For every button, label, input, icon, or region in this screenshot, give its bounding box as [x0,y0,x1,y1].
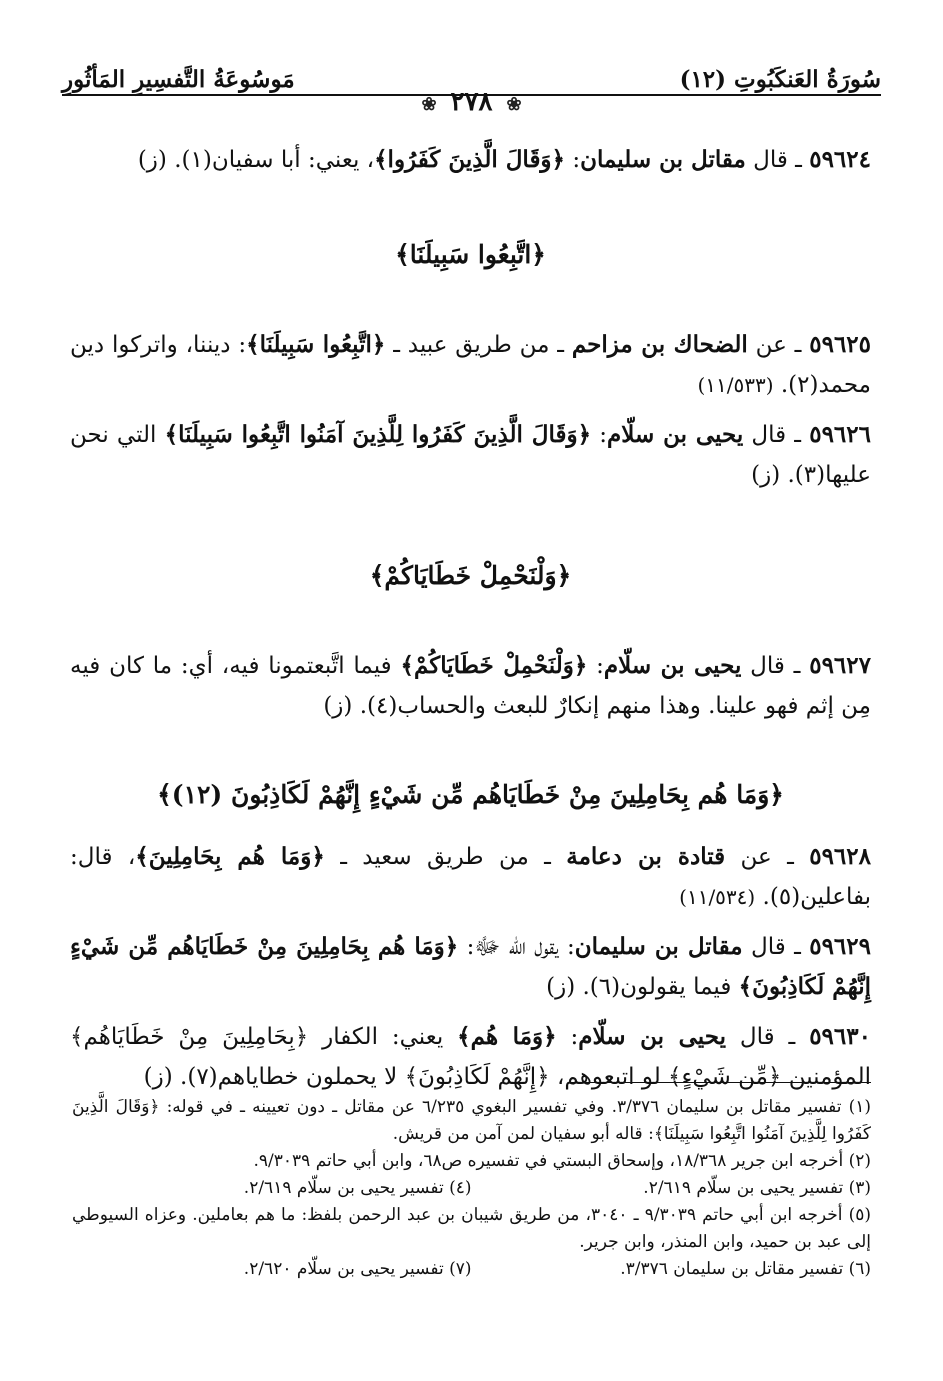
narration-text: ـ عن [725,844,810,870]
narration-text: ـ قال [741,653,810,679]
quran-quote: ﴿وَقَالَ الَّذِينَ كَفَرُوا لِلَّذِينَ آمَنُوا اتَّبِعُوا سَبِيلَنَا﴾ [164,421,592,448]
footnote-row [72,1175,871,1202]
narration-text: : [556,1024,579,1050]
quran-quote: ﴿وَمَا هُم بِحَامِلِينَ﴾ [135,843,325,870]
narration-number: ٥٩٦٢٧ [809,652,871,679]
narration-text: ـ من طريق سعيد ـ [324,844,567,870]
narration-text: التي نحن عليها(٣). (ز) [70,422,871,488]
narrator-name: يحيى بن سلّام [578,1023,726,1050]
narration-59628 [70,837,871,917]
narrator-name: يحيى بن سلّام [603,652,742,679]
narration-text: ـ قال [742,934,810,960]
footnote-3: (٣) تفسير يحيى بن سلّام ٢/٦١٩. [643,1178,871,1198]
narration-text: ـ قال [726,1024,810,1050]
quran-quote: ﴿وَلْنَحْمِلْ خَطَايَاكُمْ﴾ [400,652,588,679]
narration-text: ـ من طريق عبيد ـ [385,332,572,358]
narration-text: يعني: الكفار ﴿بِحَامِلِينَ مِنْ خَطَايَاهُم﴾ المؤمنين ﴿مِّن شَيْءٍ﴾ لو اتبعوهم، ﴿إِنَّهُمْ لَكَاذِبُونَ﴾ لا يحملون خطاياهم(٧). (ز) [70,1024,871,1090]
verse-heading: ﴿وَلْنَحْمِلْ خَطَايَاكُمْ﴾ [369,561,572,590]
narration-text: ـ عن [747,332,810,358]
main-text [70,140,871,1107]
verse-heading: ﴿اتَّبِعُوا سَبِيلَنَا﴾ [395,240,546,269]
page-number-row [0,87,943,117]
surah-title: سُورَةُ العَنكَبُوتِ (١٢) [679,66,881,93]
quran-quote: ﴿اتَّبِعُوا سَبِيلَنَا﴾ [246,331,386,358]
narration-number: ٥٩٦٢٥ [809,331,872,358]
narration-text: : ديننا، واتركوا دين محمد(٢). [70,332,871,398]
narration-number: ٥٩٦٢٩ [809,933,871,960]
narration-text: : يقول الله ﷻ: [458,934,575,960]
footnote-rule [571,1082,871,1083]
narrator-name: مقاتل بن سليمان [580,146,746,173]
footnote-row [72,1256,871,1283]
narration-text: ، يعني: أبا سفيان(١). (ز) [137,147,375,173]
footnote-1: (١) تفسير مقاتل بن سليمان ٣/٣٧٦. وفي تفسير البغوي ٦/٢٣٥ عن مقاتل ـ دون تعيينه ـ في قوله: ﴿وَقَالَ الَّذِينَ كَفَرُوا لِلَّذِينَ آمَنُوا اتَّبِعُوا سَبِيلَنَا﴾: قاله أبو سفيان لمن آمن من قريش. [72,1097,871,1144]
narration-text: ، قال: بفاعلين(٥). [70,844,871,910]
book-title: مَوسُوعَةُ التَّفسِيرِ المَأثُورِ [62,66,295,93]
footnote-4: (٤) تفسير يحيى بن سلّام ٢/٦١٩. [243,1178,472,1198]
footnote-5: (٥) أخرجه ابن أبي حاتم ٩/٣٠٣٩ ـ ٣٠٤٠، من طريق شيبان بن عبد الرحمن بلفظ: ما هم بعاملين. وعزاه السيوطي إلى عبد بن حميد، وابن المنذر، وابن جرير. [72,1205,871,1252]
narration-59626 [70,415,871,495]
verse-heading: ﴿وَمَا هُم بِحَامِلِينَ مِنْ خَطَايَاهُم مِّن شَيْءٍ إِنَّهُمْ لَكَاذِبُونَ (١٢)﴾ [157,780,784,809]
quran-quote: ﴿وَمَا هُم بِحَامِلِينَ مِنْ خَطَايَاهُم مِّن شَيْءٍ إِنَّهُمْ لَكَاذِبُونَ﴾ [70,933,871,1000]
narrator-name: يحيى بن سلّام [607,421,744,448]
quran-quote: ﴿وَقَالَ الَّذِينَ كَفَرُوا﴾ [374,146,566,173]
narration-text: : [587,653,604,679]
narrator-name: مقاتل بن سليمان [574,933,743,960]
footnote-7: (٧) تفسير يحيى بن سلّام ٢/٦٢٠. [243,1259,472,1279]
ornament-icon: ❀ [506,94,522,115]
narration-59630 [70,1017,871,1097]
narrator-name: قتادة بن دعامة [566,843,726,870]
footnote-6: (٦) تفسير مقاتل بن سليمان ٣/٣٧٦. [620,1259,871,1279]
narration-number: ٥٩٦٢٦ [809,421,871,448]
narration-number: ٥٩٦٢٤ [809,146,871,173]
volume-reference: (١١/٥٣٤) [679,885,756,909]
narration-text: : [565,147,581,173]
quran-quote: ﴿وَمَا هُم﴾ [457,1023,557,1050]
narration-59629 [70,927,871,1007]
narration-text: فيما يقولون(٦). (ز) [546,974,739,1000]
narration-59624 [70,140,871,180]
ornament-icon: ❀ [421,94,437,115]
narration-number: ٥٩٦٣٠ [809,1023,871,1050]
narration-59627 [70,646,871,726]
volume-reference: (١١/٥٣٣) [697,373,774,397]
narrator-name: الضحاك بن مزاحم [571,331,748,358]
page-number: ٢٧٨ [450,87,493,117]
narration-text: : [591,422,607,448]
narration-text: ـ قال [745,147,810,173]
footnotes [72,1094,871,1283]
narration-number: ٥٩٦٢٨ [809,843,871,870]
narration-text: ـ قال [743,422,810,448]
narration-59625 [70,325,871,405]
narration-text: فيما اتَّبعتمونا فيه، أي: ما كان فيه مِن إثم فهو علينا. وهذا منهم إنكارٌ للبعث والحساب(٤). (ز) [70,653,871,719]
footnote-2: (٢) أخرجه ابن جرير ١٨/٣٦٨، وإسحاق البستي في تفسيره ص٦٨، وابن أبي حاتم ٩/٣٠٣٩. [253,1151,871,1171]
